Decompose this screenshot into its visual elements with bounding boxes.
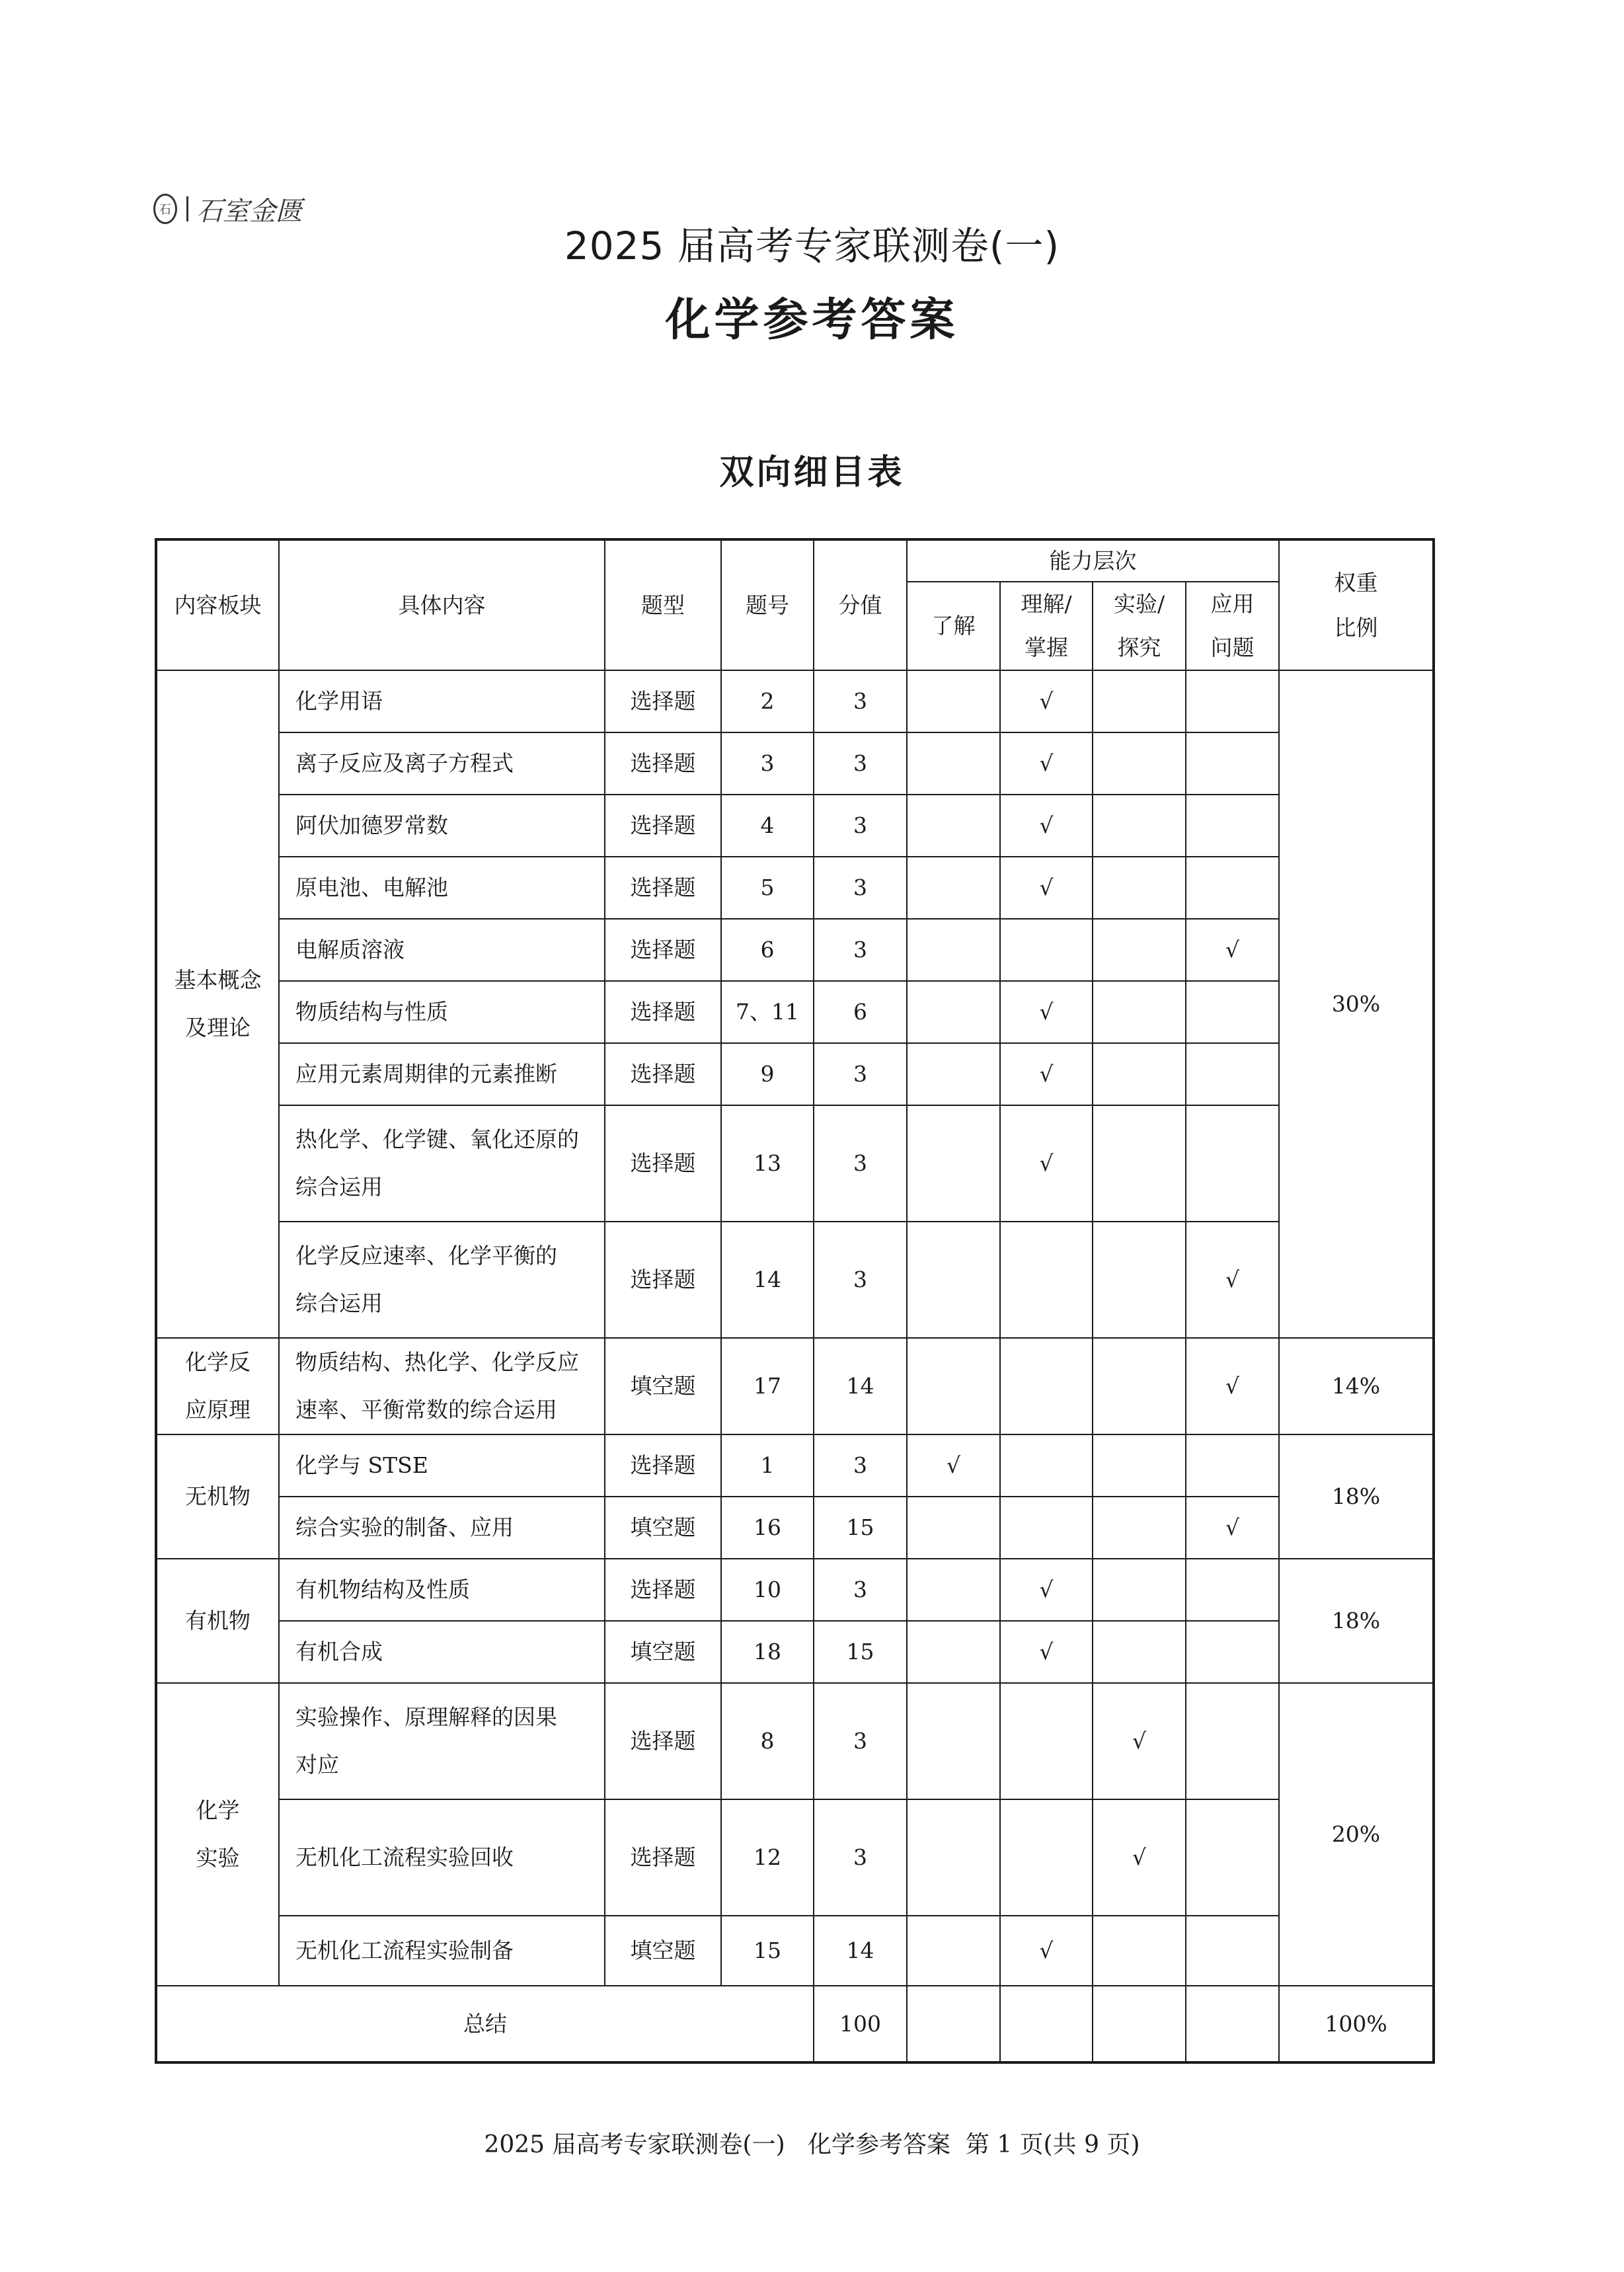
specification-table [155, 538, 1435, 2064]
check-mark: √ [1000, 857, 1093, 919]
ability-apply [1186, 1105, 1279, 1222]
row-score: 3 [814, 732, 907, 795]
ability-experiment [1093, 857, 1186, 919]
row-content: 有机合成 [279, 1621, 605, 1683]
row-type: 选择题 [605, 1105, 721, 1222]
row-number: 2 [721, 670, 814, 732]
ability-comprehend [1000, 1338, 1093, 1434]
row-content-line1: 实验操作、原理解释的因果 [295, 1704, 557, 1730]
block-label-line2: 应原理 [185, 1397, 251, 1423]
total-empty [1093, 1986, 1186, 2062]
header-content: 具体内容 [279, 539, 605, 670]
header-ab3-line2: 探究 [1117, 635, 1161, 660]
check-mark: √ [1000, 670, 1093, 732]
ability-experiment [1093, 1559, 1186, 1621]
row-content [279, 1105, 605, 1222]
header-ability: 能力层次 [907, 539, 1279, 582]
ability-understand [907, 1916, 1000, 1986]
ability-apply [1186, 1559, 1279, 1621]
ability-apply [1186, 1799, 1279, 1916]
check-mark: √ [1186, 1222, 1279, 1338]
header-number: 题号 [721, 539, 814, 670]
total-score: 100 [814, 1986, 907, 2062]
row-number: 16 [721, 1497, 814, 1559]
table-row [156, 732, 1434, 795]
row-number: 3 [721, 732, 814, 795]
header-weight-line2: 比例 [1334, 614, 1378, 641]
weight-organic: 18% [1279, 1559, 1434, 1683]
row-type: 选择题 [605, 670, 721, 732]
row-content: 化学用语 [279, 670, 605, 732]
check-mark: √ [1093, 1799, 1186, 1916]
row-content-line1: 化学反应速率、化学平衡的 [295, 1243, 557, 1269]
row-score: 3 [814, 1683, 907, 1799]
row-content [279, 1222, 605, 1338]
ability-apply [1186, 1683, 1279, 1799]
ability-apply [1186, 732, 1279, 795]
ability-comprehend [1000, 1497, 1093, 1559]
ability-understand [907, 732, 1000, 795]
weight-inorganic: 18% [1279, 1434, 1434, 1559]
ability-understand [907, 1497, 1000, 1559]
exam-title: 2025 届高考专家联测卷(一) [564, 223, 1060, 268]
row-content: 有机物结构及性质 [279, 1559, 605, 1621]
ability-apply [1186, 1434, 1279, 1497]
check-mark: √ [907, 1434, 1000, 1497]
header-row [156, 539, 1434, 582]
check-mark: √ [1000, 981, 1093, 1043]
table-row [156, 919, 1434, 981]
table-row [156, 981, 1434, 1043]
row-content-line2: 综合运用 [295, 1290, 383, 1316]
ability-understand [907, 1338, 1000, 1434]
row-number: 1 [721, 1434, 814, 1497]
total-label: 总结 [156, 1986, 814, 2062]
row-type: 选择题 [605, 1799, 721, 1916]
total-weight: 100% [1279, 1986, 1434, 2062]
row-type: 选择题 [605, 981, 721, 1043]
table-row [156, 1043, 1434, 1105]
row-content: 应用元素周期律的元素推断 [279, 1043, 605, 1105]
row-number: 10 [721, 1559, 814, 1621]
ability-experiment [1093, 670, 1186, 732]
table-row [156, 795, 1434, 857]
row-content-line2: 对应 [295, 1752, 339, 1778]
row-number: 4 [721, 795, 814, 857]
header-weight [1279, 539, 1434, 670]
row-score: 3 [814, 919, 907, 981]
table-row [156, 1621, 1434, 1683]
ability-understand [907, 1043, 1000, 1105]
row-content: 无机化工流程实验制备 [279, 1916, 605, 1986]
row-type: 选择题 [605, 857, 721, 919]
row-type: 选择题 [605, 1222, 721, 1338]
row-score: 3 [814, 795, 907, 857]
block-label-line1: 化学 [196, 1797, 240, 1823]
row-number: 17 [721, 1338, 814, 1434]
total-empty [907, 1986, 1000, 2062]
block-experiment [156, 1683, 279, 1986]
row-type: 填空题 [605, 1497, 721, 1559]
block-label-line2: 实验 [196, 1845, 240, 1871]
ability-understand [907, 1683, 1000, 1799]
row-score: 6 [814, 981, 907, 1043]
weight-basic-concepts: 30% [1279, 670, 1434, 1338]
ability-understand [907, 1105, 1000, 1222]
ability-apply [1186, 857, 1279, 919]
section-title: 双向细目表 [719, 453, 905, 492]
row-number: 5 [721, 857, 814, 919]
row-content [279, 1338, 605, 1434]
row-number: 7、11 [721, 981, 814, 1043]
row-content: 综合实验的制备、应用 [279, 1497, 605, 1559]
row-score: 3 [814, 1799, 907, 1916]
row-number: 9 [721, 1043, 814, 1105]
header-ab4-line1: 应用 [1210, 591, 1255, 617]
check-mark: √ [1186, 919, 1279, 981]
row-content: 电解质溶液 [279, 919, 605, 981]
ability-experiment [1093, 1916, 1186, 1986]
ability-comprehend [1000, 1434, 1093, 1497]
table-row [156, 1916, 1434, 1986]
ability-experiment [1093, 1105, 1186, 1222]
header-ability-comprehend [1000, 582, 1093, 670]
check-mark: √ [1000, 732, 1093, 795]
check-mark: √ [1186, 1497, 1279, 1559]
row-content [279, 1683, 605, 1799]
row-content-line1: 物质结构、热化学、化学反应 [295, 1349, 579, 1375]
header-ab2-line1: 理解/ [1021, 591, 1072, 617]
block-reaction-principles [156, 1338, 279, 1434]
row-type: 选择题 [605, 919, 721, 981]
ability-understand [907, 981, 1000, 1043]
row-content-line2: 综合运用 [295, 1174, 383, 1200]
header-score: 分值 [814, 539, 907, 670]
ability-understand [907, 1559, 1000, 1621]
row-score: 14 [814, 1338, 907, 1434]
total-empty [1000, 1986, 1093, 2062]
ability-understand [907, 1621, 1000, 1683]
ability-understand [907, 1222, 1000, 1338]
check-mark: √ [1000, 1043, 1093, 1105]
ability-apply [1186, 1043, 1279, 1105]
block-organic: 有机物 [156, 1559, 279, 1683]
row-type: 选择题 [605, 1683, 721, 1799]
check-mark: √ [1000, 795, 1093, 857]
ability-apply [1186, 1621, 1279, 1683]
table-row [156, 1683, 1434, 1799]
row-score: 3 [814, 1222, 907, 1338]
row-score: 3 [814, 1559, 907, 1621]
row-type: 填空题 [605, 1338, 721, 1434]
row-type: 填空题 [605, 1621, 721, 1683]
row-type: 选择题 [605, 1559, 721, 1621]
check-mark: √ [1186, 1338, 1279, 1434]
table-row [156, 1497, 1434, 1559]
row-type: 选择题 [605, 732, 721, 795]
answer-title: 化学参考答案 [665, 294, 959, 346]
weight-experiment: 20% [1279, 1683, 1434, 1986]
logo-text: 石室金匮 [196, 196, 302, 227]
ability-comprehend [1000, 1683, 1093, 1799]
ability-understand [907, 1799, 1000, 1916]
row-type: 选择题 [605, 1434, 721, 1497]
block-label-line2: 及理论 [185, 1015, 251, 1040]
ability-understand [907, 670, 1000, 732]
header-type: 题型 [605, 539, 721, 670]
table-row [156, 1338, 1434, 1434]
check-mark: √ [1000, 1916, 1093, 1986]
row-number: 15 [721, 1916, 814, 1986]
ability-apply [1186, 670, 1279, 732]
table-row [156, 1434, 1434, 1497]
ability-experiment [1093, 1497, 1186, 1559]
ability-understand [907, 919, 1000, 981]
header-ability-understand: 了解 [907, 582, 1000, 670]
check-mark: √ [1000, 1105, 1093, 1222]
row-content: 化学与 STSE [279, 1434, 605, 1497]
row-content: 离子反应及离子方程式 [279, 732, 605, 795]
block-basic-concepts [156, 670, 279, 1338]
ability-apply [1186, 1916, 1279, 1986]
ability-understand [907, 857, 1000, 919]
header-ab3-line1: 实验/ [1113, 591, 1165, 617]
block-inorganic: 无机物 [156, 1434, 279, 1559]
table-row [156, 1222, 1434, 1338]
row-content: 阿伏加德罗常数 [279, 795, 605, 857]
ability-experiment [1093, 1043, 1186, 1105]
row-content: 物质结构与性质 [279, 981, 605, 1043]
table-row [156, 857, 1434, 919]
ability-experiment [1093, 795, 1186, 857]
row-score: 15 [814, 1497, 907, 1559]
row-score: 3 [814, 857, 907, 919]
row-number: 8 [721, 1683, 814, 1799]
row-score: 3 [814, 1105, 907, 1222]
check-mark: √ [1000, 1621, 1093, 1683]
table-row [156, 1559, 1434, 1621]
row-type: 填空题 [605, 1916, 721, 1986]
header-ab4-line2: 问题 [1210, 635, 1255, 660]
row-content: 原电池、电解池 [279, 857, 605, 919]
table-row [156, 1799, 1434, 1916]
row-content-line2: 速率、平衡常数的综合运用 [295, 1397, 557, 1423]
header-block: 内容板块 [156, 539, 279, 670]
row-type: 选择题 [605, 795, 721, 857]
total-row [156, 1986, 1434, 2062]
weight-reaction-principles: 14% [1279, 1338, 1434, 1434]
check-mark: √ [1000, 1559, 1093, 1621]
header-ab2-line2: 掌握 [1025, 635, 1068, 660]
row-content: 无机化工流程实验回收 [279, 1799, 605, 1916]
ability-apply [1186, 981, 1279, 1043]
header-ability-apply [1186, 582, 1279, 670]
row-number: 12 [721, 1799, 814, 1916]
page-footer: 2025 届高考专家联测卷(一) 化学参考答案 第 1 页(共 9 页) [484, 2131, 1140, 2158]
row-number: 18 [721, 1621, 814, 1683]
row-score: 3 [814, 1434, 907, 1497]
check-mark: √ [1093, 1683, 1186, 1799]
ability-experiment [1093, 1222, 1186, 1338]
ability-experiment [1093, 1338, 1186, 1434]
row-type: 选择题 [605, 1043, 721, 1105]
ability-comprehend [1000, 919, 1093, 981]
total-empty [1186, 1986, 1279, 2062]
ability-comprehend [1000, 1799, 1093, 1916]
table-row [156, 1105, 1434, 1222]
ability-apply [1186, 795, 1279, 857]
ability-experiment [1093, 732, 1186, 795]
ability-experiment [1093, 919, 1186, 981]
row-number: 14 [721, 1222, 814, 1338]
row-score: 3 [814, 670, 907, 732]
ability-experiment [1093, 1434, 1186, 1497]
row-score: 14 [814, 1916, 907, 1986]
header-ability-experiment [1093, 582, 1186, 670]
row-score: 3 [814, 1043, 907, 1105]
ability-experiment [1093, 981, 1186, 1043]
ability-understand [907, 795, 1000, 857]
block-label-line1: 化学反 [185, 1349, 251, 1375]
block-label-line1: 基本概念 [174, 967, 262, 993]
row-content-line1: 热化学、化学键、氧化还原的 [295, 1126, 579, 1152]
logo-badge-icon: 石 [153, 194, 177, 224]
row-number: 13 [721, 1105, 814, 1222]
row-number: 6 [721, 919, 814, 981]
ability-experiment [1093, 1621, 1186, 1683]
header-weight-line1: 权重 [1334, 569, 1378, 596]
table-row [156, 670, 1434, 732]
row-score: 15 [814, 1621, 907, 1683]
ability-comprehend [1000, 1222, 1093, 1338]
